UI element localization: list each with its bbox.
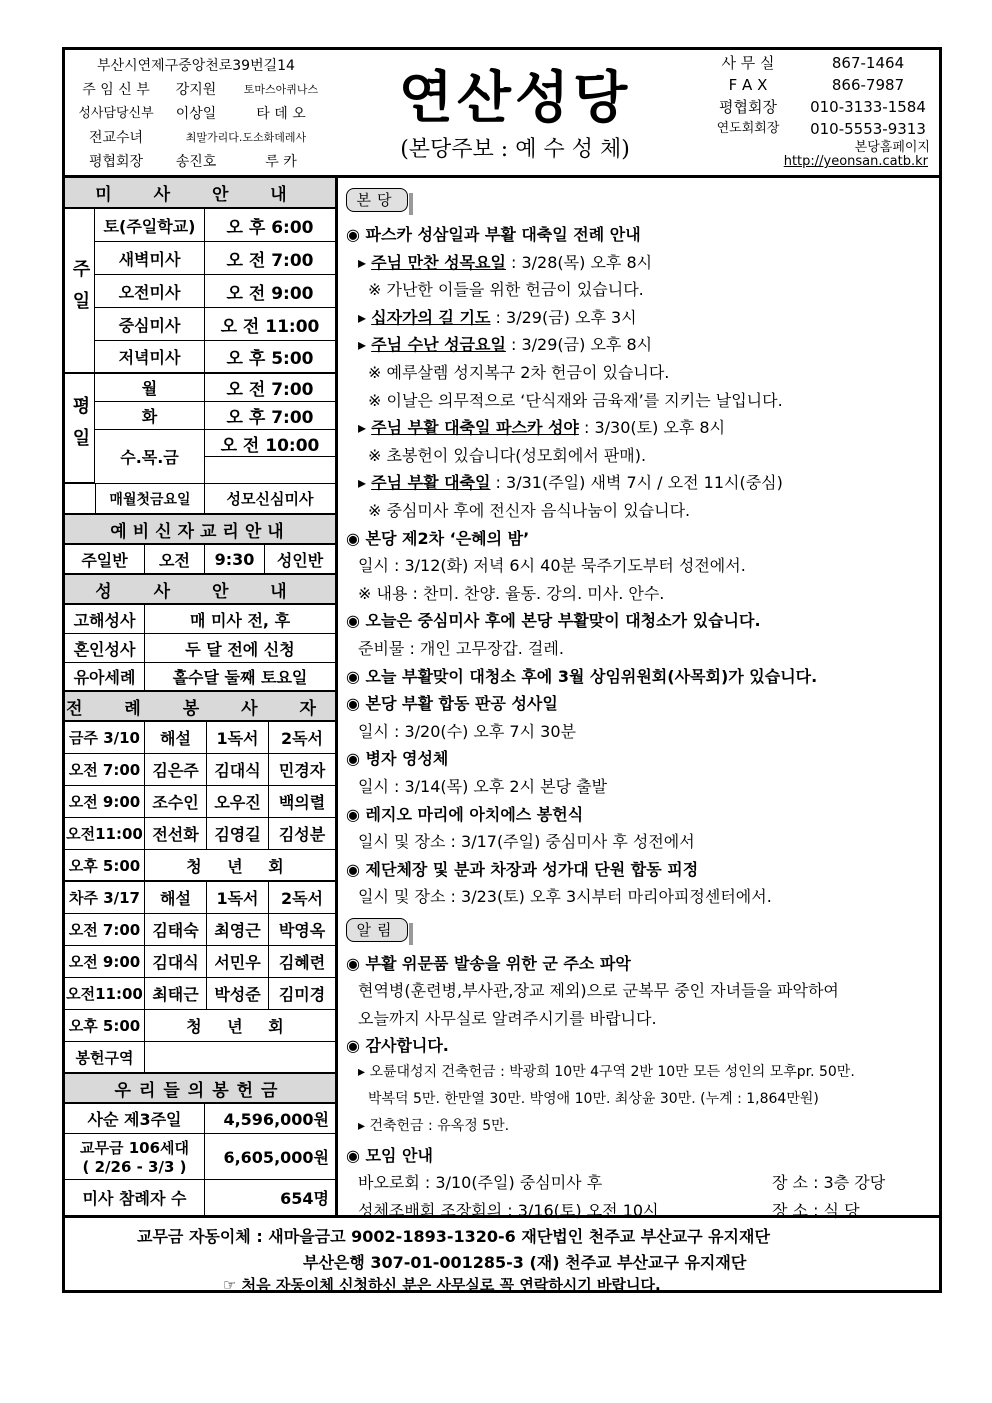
sunday-label: 주일 bbox=[65, 209, 95, 374]
staff-name: 송진호 bbox=[175, 154, 217, 170]
staff-title: 루 카 bbox=[265, 154, 297, 170]
offering-name: 사순 제3주일 bbox=[65, 1104, 205, 1133]
staff-role: 성사담당신부 bbox=[78, 106, 154, 121]
news-heading bbox=[346, 664, 935, 687]
minister-role: 2독서 bbox=[280, 729, 324, 748]
bullet-icon: ◉ bbox=[346, 694, 366, 714]
sacrament-name: 혼인성사 bbox=[65, 634, 145, 662]
arrow-icon: ▸ bbox=[358, 473, 372, 493]
mass-name: 매월첫금요일 bbox=[95, 484, 205, 513]
mass-name: 중심미사 bbox=[95, 308, 205, 340]
minister-time: 오전11:00 bbox=[65, 978, 145, 1009]
footer-bank-line: 부산은행 307-01-001285-3 (재) 천주교 부산교구 유지재단 bbox=[303, 1253, 747, 1272]
news-heading-text: 병자 영성체 bbox=[365, 749, 449, 769]
schedule-item-name: 주님 부활 대축일 bbox=[371, 473, 491, 493]
sacraments-heading: 성 사 안 내 bbox=[65, 575, 335, 605]
minister-name: 김대식 bbox=[145, 946, 207, 977]
mass-row bbox=[95, 374, 335, 402]
news-detail: 일시 : 3/12(화) 저녁 6시 40분 묵주기도부터 성전에서. bbox=[358, 556, 746, 576]
staff-title: 타 데 오 bbox=[256, 106, 306, 122]
minister-name: 전선화 bbox=[145, 818, 207, 849]
schedule-item bbox=[358, 250, 935, 273]
mass-time: 오 전 10:00 bbox=[205, 430, 335, 457]
minister-time: 차주 3/17 bbox=[65, 882, 145, 913]
offering-heading: 우리들의봉헌금 bbox=[65, 1074, 335, 1104]
offering-row bbox=[65, 1104, 335, 1134]
minister-row bbox=[65, 1010, 335, 1042]
minister-name: 김영길 bbox=[207, 818, 269, 849]
news-heading bbox=[346, 951, 935, 974]
left-column bbox=[65, 178, 338, 1215]
minister-row bbox=[65, 850, 335, 882]
bullet-icon: ◉ bbox=[346, 859, 366, 879]
arrow-icon: ▸ bbox=[358, 1118, 370, 1135]
staff-title: 토마스아퀴나스 bbox=[243, 83, 319, 96]
offering-name: 미사 참례자 수 bbox=[65, 1180, 205, 1215]
minister-row bbox=[65, 946, 335, 978]
meeting-place: 장 소 : 식 당 bbox=[772, 1200, 860, 1220]
minister-name: 민경자 bbox=[278, 761, 326, 780]
schedule-item-name: 주님 만찬 성목요일 bbox=[371, 252, 506, 272]
news-heading-text: 본당 부활 합동 판공 성사일 bbox=[365, 694, 558, 714]
offering-value: 4,596,000원 bbox=[223, 1110, 329, 1129]
meeting-text: 바오로회 : 3/10(주일) 중심미사 후 bbox=[358, 1173, 603, 1193]
minister-group: 청 년 회 bbox=[186, 856, 294, 876]
minister-role: 해설 bbox=[145, 882, 207, 913]
news-heading bbox=[346, 222, 935, 245]
news-heading-text: 본당 제2차 ‘은혜의 밤’ bbox=[365, 528, 530, 548]
contacts bbox=[693, 52, 938, 169]
mass-name: 저녁미사 bbox=[95, 341, 205, 372]
minister-name: 김혜련 bbox=[278, 953, 326, 972]
minister-row bbox=[65, 786, 335, 818]
minister-time: 오전 9:00 bbox=[65, 786, 145, 817]
mass-time: 오 후 7:00 bbox=[226, 408, 314, 428]
mass-row bbox=[95, 209, 335, 242]
news-heading-text: 감사합니다. bbox=[365, 1036, 449, 1056]
sacrament-value: 매 미사 전, 후 bbox=[189, 610, 291, 630]
arrow-icon: ▸ bbox=[358, 418, 372, 438]
contact-label: 평협회장 bbox=[719, 98, 777, 116]
catechumen-period: 오전 bbox=[145, 545, 205, 573]
catechumen-row bbox=[65, 545, 335, 575]
arrow-icon: ▸ bbox=[358, 335, 372, 355]
minister-name: 김성분 bbox=[278, 825, 326, 844]
minister-time: 오전11:00 bbox=[65, 818, 145, 849]
address: 부산시연제구중앙천로39번길14 bbox=[97, 58, 295, 74]
donation-text: 건축헌금 : 유옥정 5만. bbox=[369, 1118, 510, 1135]
offering-period: ( 2/26 - 3/3 ) bbox=[82, 1158, 187, 1176]
minister-row bbox=[65, 722, 335, 754]
schedule-item-time: : 3/29(금) 오후 3시 bbox=[490, 307, 637, 327]
contact-value: 010-3133-1584 bbox=[810, 98, 926, 116]
minister-name: 백의렬 bbox=[278, 793, 326, 812]
footer bbox=[65, 1215, 939, 1296]
mass-time: 오 전 9:00 bbox=[226, 283, 314, 304]
news-heading-text: 모임 안내 bbox=[365, 1145, 433, 1165]
news-heading bbox=[346, 1033, 935, 1056]
schedule-item bbox=[358, 305, 935, 328]
minister-name: 김은주 bbox=[145, 754, 207, 785]
staff-role: 평협회장 bbox=[88, 154, 144, 170]
contact-value: 010-5553-9313 bbox=[810, 120, 926, 138]
minister-row bbox=[65, 818, 335, 850]
mass-heading: 미 사 안 내 bbox=[65, 178, 335, 209]
catechumen-group: 성인반 bbox=[276, 550, 324, 570]
header bbox=[65, 50, 939, 178]
mass-row bbox=[95, 341, 335, 374]
offering-name-cell bbox=[65, 1134, 205, 1179]
homepage-label: 본당홈페이지 bbox=[854, 140, 930, 155]
schedule-item bbox=[358, 332, 935, 355]
minister-role: 해설 bbox=[145, 722, 207, 753]
mass-time: 오 전 7:00 bbox=[226, 250, 314, 271]
sacrament-row bbox=[65, 605, 335, 634]
bullet-icon: ◉ bbox=[346, 749, 366, 769]
mass-time: 오 전 7:00 bbox=[226, 380, 314, 400]
mass-name: 월 bbox=[95, 374, 205, 401]
donation-text: 박복덕 5만. 한만열 30만. 박영애 10만. 최상윤 30만. (누계 : 1,864만원) bbox=[368, 1091, 819, 1107]
news-heading bbox=[346, 608, 935, 631]
news-detail: 오늘까지 사무실로 알려주시기를 바랍니다. bbox=[358, 1008, 657, 1028]
schedule-item bbox=[358, 415, 935, 438]
news-detail: ※ 내용 : 찬미. 찬양. 율동. 강의. 미사. 안수. bbox=[358, 583, 665, 603]
news-detail: 일시 및 장소 : 3/17(주일) 중심미사 후 성전에서 bbox=[358, 832, 695, 852]
arrow-icon: ▸ bbox=[358, 1063, 370, 1080]
minister-row bbox=[65, 1042, 335, 1074]
bulletin-title: 연산성당 bbox=[398, 65, 632, 131]
news-note: ※ 예루살렘 성지복구 2차 헌금이 있습니다. bbox=[368, 363, 670, 382]
donation-item bbox=[358, 1115, 935, 1135]
minister-time: 오전 7:00 bbox=[65, 914, 145, 945]
right-column bbox=[338, 178, 939, 1220]
contact-label: 연도회회장 bbox=[716, 121, 780, 136]
offering-district-label: 봉헌구역 bbox=[65, 1042, 145, 1072]
minister-role: 2독서 bbox=[280, 889, 324, 908]
staff-title: 최말가리다.도소화데레사 bbox=[185, 131, 307, 144]
news-note: ※ 이날은 의무적으로 ‘단식재와 금육재’를 지키는 날입니다. bbox=[368, 390, 783, 410]
bullet-icon: ◉ bbox=[346, 225, 366, 244]
contact-label: 사 무 실 bbox=[721, 54, 775, 72]
offering-row bbox=[65, 1180, 335, 1215]
news-note: ※ 가난한 이들을 위한 헌금이 있습니다. bbox=[368, 280, 644, 300]
news-heading bbox=[346, 746, 935, 769]
notice-tag: 알림 bbox=[346, 918, 408, 942]
staff-role: 주 임 신 부 bbox=[82, 82, 150, 98]
mass-name: 수.목.금 bbox=[95, 430, 205, 483]
news-detail: 일시 : 3/14(목) 오후 2시 본당 출발 bbox=[358, 777, 608, 796]
bullet-icon: ◉ bbox=[346, 954, 366, 973]
minister-time: 오후 5:00 bbox=[65, 850, 145, 880]
contact-value: 867-1464 bbox=[831, 54, 905, 72]
schedule-item-name: 주님 수난 성금요일 bbox=[371, 335, 506, 355]
catechumen-time: 9:30 bbox=[205, 545, 265, 573]
parish-news-tag: 본당 bbox=[346, 188, 408, 212]
news-heading-text: 오늘 부활맞이 대청소 후에 3월 상임위원회(사목회)가 있습니다. bbox=[365, 666, 818, 686]
contact-value: 866-7987 bbox=[831, 76, 905, 94]
news-heading bbox=[346, 691, 935, 714]
mass-time: 오 후 5:00 bbox=[226, 349, 314, 369]
weekday-label: 평일 bbox=[65, 374, 95, 484]
catechumen-class: 주일반 bbox=[65, 545, 145, 573]
bulletin-subtitle: (본당주보 : 예 수 성 체) bbox=[400, 137, 630, 162]
offering-value: 6,605,000원 bbox=[223, 1148, 329, 1167]
news-detail: 준비물 : 개인 고무장갑. 걸레. bbox=[358, 639, 564, 658]
footer-notice-line: ☞ 처음 자동이체 신청하신 분은 사무실로 꼭 연락하시기 바랍니다. bbox=[223, 1276, 661, 1294]
sacrament-row bbox=[65, 634, 335, 663]
news-heading-text: 파스카 성삼일과 부활 대축일 전례 안내 bbox=[365, 225, 641, 244]
minister-row bbox=[65, 754, 335, 786]
minister-name: 최영근 bbox=[207, 914, 269, 945]
mass-time: 성모신심미사 bbox=[226, 490, 314, 508]
schedule-item-time: : 3/30(토) 오후 8시 bbox=[578, 418, 726, 438]
sacrament-row bbox=[65, 663, 335, 692]
offering-district-value bbox=[145, 1042, 335, 1072]
mass-name: 화 bbox=[95, 402, 205, 429]
staff-name: 강지원 bbox=[175, 82, 217, 98]
schedule-item-time: : 3/29(금) 오후 8시 bbox=[505, 335, 653, 355]
minister-group: 청 년 회 bbox=[186, 1017, 294, 1036]
parish-staff bbox=[71, 54, 331, 174]
news-heading-text: 레지오 마리에 아치에스 봉헌식 bbox=[365, 804, 584, 824]
bullet-icon: ◉ bbox=[346, 528, 366, 548]
arrow-icon: ▸ bbox=[358, 307, 372, 327]
offering-value: 654명 bbox=[280, 1189, 329, 1208]
mass-name: 새벽미사 bbox=[95, 242, 205, 274]
minister-time: 오후 5:00 bbox=[65, 1010, 145, 1041]
minister-role: 1독서 bbox=[207, 722, 269, 753]
schedule-item-name: 십자가의 길 기도 bbox=[371, 307, 491, 327]
footer-account-line: 교무금 자동이체 : 새마을금고 9002-1893-1320-6 재단법인 천주교 부산교구 유지재단 bbox=[137, 1227, 770, 1246]
mass-row bbox=[95, 308, 335, 341]
minister-name: 서민우 bbox=[207, 946, 269, 977]
donation-text: 오륜대성지 건축헌금 : 박광희 10만 4구역 2반 10만 모든 성인의 모후pr. 50만. bbox=[369, 1063, 855, 1080]
mass-row bbox=[65, 484, 335, 515]
mass-row bbox=[95, 242, 335, 275]
news-detail: 현역병(훈련병,부사관,장교 제외)으로 군복무 중인 자녀들을 파악하여 bbox=[358, 981, 839, 1001]
mass-time: 오 전 11:00 bbox=[220, 316, 320, 337]
bullet-icon: ◉ bbox=[346, 611, 366, 631]
mass-time: 오 후 6:00 bbox=[226, 217, 314, 238]
mass-name: 토(주일학교) bbox=[95, 209, 205, 241]
minister-role: 1독서 bbox=[207, 882, 269, 913]
minister-time: 오전 9:00 bbox=[65, 946, 145, 977]
minister-name: 박영옥 bbox=[278, 921, 326, 940]
minister-row bbox=[65, 914, 335, 946]
minister-row bbox=[65, 882, 335, 914]
donation-item bbox=[358, 1061, 935, 1081]
contact-label: F A X bbox=[728, 76, 768, 94]
arrow-icon: ▸ bbox=[358, 252, 372, 272]
news-heading-text: 오늘은 중심미사 후에 본당 부활맞이 대청소가 있습니다. bbox=[365, 611, 761, 631]
schedule-item bbox=[358, 470, 935, 493]
bullet-icon: ◉ bbox=[346, 666, 366, 686]
offering-row bbox=[65, 1134, 335, 1180]
minister-name: 조수인 bbox=[145, 786, 207, 817]
catechumen-heading: 예비신자교리안내 bbox=[65, 515, 335, 545]
meeting-text: 성체조배회 조장회의 : 3/16(토) 오전 10시 bbox=[358, 1200, 659, 1220]
minister-name: 오우진 bbox=[207, 786, 269, 817]
offering-name: 교무금 106세대 bbox=[80, 1139, 189, 1157]
news-detail: 일시 : 3/20(수) 오후 7시 30분 bbox=[358, 721, 576, 741]
minister-name: 김태숙 bbox=[145, 914, 207, 945]
sacrament-value: 홀수달 둘째 토요일 bbox=[172, 668, 308, 687]
staff-name: 이상일 bbox=[175, 106, 217, 122]
schedule-item-name: 주님 부활 대축일 파스카 성야 bbox=[371, 418, 579, 438]
mass-row bbox=[95, 402, 335, 430]
news-heading bbox=[346, 1143, 935, 1166]
bullet-icon: ◉ bbox=[346, 1036, 366, 1056]
news-heading-text: 부활 위문품 발송을 위한 군 주소 파악 bbox=[365, 954, 631, 973]
schedule-item-time: : 3/31(주일) 새벽 7시 / 오전 11시(중심) bbox=[490, 473, 783, 493]
staff-role: 전교수녀 bbox=[88, 130, 144, 146]
minister-name: 김미경 bbox=[278, 985, 326, 1004]
minister-time: 금주 3/10 bbox=[65, 722, 145, 753]
schedule-item-time: : 3/28(목) 오후 8시 bbox=[505, 252, 653, 272]
bullet-icon: ◉ bbox=[346, 804, 366, 824]
meeting-item bbox=[358, 1170, 935, 1193]
minister-time: 오전 7:00 bbox=[65, 754, 145, 785]
bulletin-frame bbox=[62, 47, 942, 1293]
minister-row bbox=[65, 978, 335, 1010]
ministers-heading: 전 례 봉 사 자 bbox=[65, 692, 335, 722]
sacrament-name: 고해성사 bbox=[65, 605, 145, 633]
news-detail: 일시 및 장소 : 3/23(토) 오후 3시부터 마리아피정센터에서. bbox=[358, 887, 772, 907]
sacrament-value: 두 달 전에 신청 bbox=[185, 639, 295, 659]
mass-name: 오전미사 bbox=[95, 275, 205, 307]
minister-name: 김대식 bbox=[207, 754, 269, 785]
news-heading-text: 제단체장 및 분과 차장과 성가대 단원 합동 피정 bbox=[365, 859, 699, 879]
minister-name: 최태근 bbox=[145, 978, 207, 1009]
mass-row bbox=[95, 275, 335, 308]
news-heading bbox=[346, 802, 935, 825]
sacrament-name: 유아세례 bbox=[65, 663, 145, 690]
news-note: ※ 초봉헌이 있습니다(성모회에서 판매). bbox=[368, 445, 647, 465]
bullet-icon: ◉ bbox=[346, 1145, 366, 1165]
news-heading bbox=[346, 526, 935, 549]
mass-row bbox=[95, 430, 335, 484]
homepage-link[interactable]: http://yeonsan.catb.kr bbox=[783, 154, 928, 169]
news-note: ※ 중심미사 후에 전신자 음식나눔이 있습니다. bbox=[368, 501, 691, 520]
meeting-place: 장 소 : 3층 강당 bbox=[772, 1173, 886, 1193]
minister-name: 박성준 bbox=[207, 978, 269, 1009]
news-heading bbox=[346, 857, 935, 880]
